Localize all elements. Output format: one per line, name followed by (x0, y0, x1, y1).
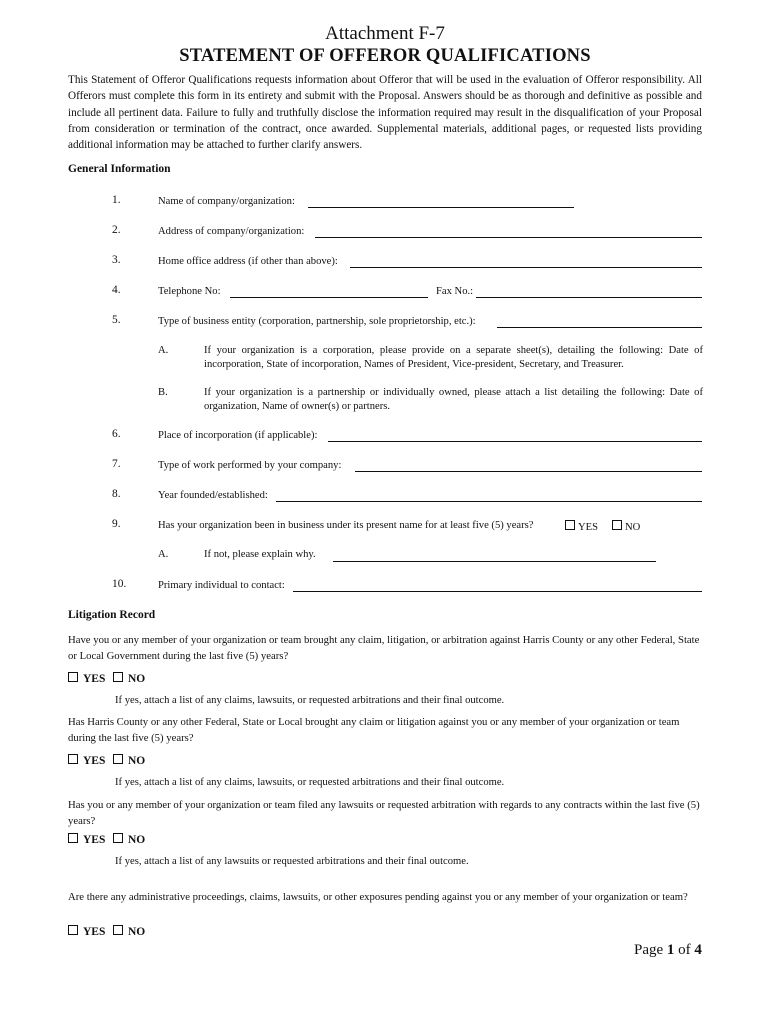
year-founded-label: Year founded/established: (158, 490, 268, 501)
item-number: 4. (112, 284, 121, 296)
item-number: 5. (112, 314, 121, 326)
five-years-question: Has your organization been in business under its present name for at least five (5) years? (158, 520, 534, 531)
checkbox-icon (113, 754, 123, 764)
business-entity-label: Type of business entity (corporation, partnership, sole proprietorship, etc.): (158, 316, 476, 327)
company-address-field[interactable] (315, 237, 702, 238)
fax-field[interactable] (476, 297, 702, 298)
place-of-incorporation-field[interactable] (328, 441, 702, 442)
five-years-no-checkbox[interactable] (612, 520, 640, 533)
intro-paragraph: This Statement of Offeror Qualifications requests information about Offeror that will be used in the evaluation of Offeror responsibility. All Offerors must complete this form in its entirety and submit with the Proposal. Answers should be as thorough and definitive as possible and include all pertinent data. Failure to fully and truthfully disclose the information required may result in the disqualification of your Proposal from consideration or termination of the contract, once awarded. Supplemental materials, additional pages, or requested lists providing additional information may be attached to further clarify answers. (68, 74, 702, 152)
q1-no-checkbox[interactable] (113, 672, 145, 685)
checkbox-icon (113, 833, 123, 843)
page-of: of (678, 942, 691, 958)
company-name-label: Name of company/organization: (158, 196, 295, 207)
company-name-field[interactable] (308, 207, 574, 208)
item-number: 1. (112, 194, 121, 206)
litigation-note: If yes, attach a list of any claims, lawsuits, or requested arbitrations and their final outcome. (115, 777, 505, 788)
no-label: NO (128, 926, 146, 938)
litigation-question: Has you or any member of your organization or team filed any lawsuits or requested arbitration with regards to any contracts within the last five (5) years? (68, 799, 700, 827)
q1-yes-checkbox[interactable] (68, 672, 105, 685)
page-number (634, 942, 702, 959)
explain-why-field[interactable] (333, 561, 656, 562)
telephone-label: Telephone No: (158, 286, 221, 297)
checkbox-icon (68, 672, 78, 682)
item-number: 7. (112, 458, 121, 470)
q2-no-checkbox[interactable] (113, 754, 145, 767)
yes-label: YES (83, 755, 106, 767)
no-label: NO (128, 755, 146, 767)
type-of-work-field[interactable] (355, 471, 702, 472)
yes-label: YES (83, 926, 106, 938)
fax-label: Fax No.: (436, 286, 474, 297)
page-prefix: Page (634, 942, 664, 958)
sub-letter: B. (158, 387, 168, 398)
no-label: NO (128, 834, 146, 846)
home-office-field[interactable] (350, 267, 702, 268)
corporation-instructions: If your organization is a corporation, please provide on a separate sheet(s), detailing the following: Date of incorporation, State of incorporation, Names of President, Vice-president, Secretary, and Treasurer. (204, 345, 703, 370)
q3-no-checkbox[interactable] (113, 833, 145, 846)
checkbox-icon (565, 520, 575, 530)
company-address-label: Address of company/organization: (158, 226, 305, 237)
type-of-work-label: Type of work performed by your company: (158, 460, 342, 471)
place-of-incorporation-label: Place of incorporation (if applicable): (158, 430, 318, 441)
home-office-label: Home office address (if other than above): (158, 256, 338, 267)
q3-yes-checkbox[interactable] (68, 833, 105, 846)
yes-label: YES (578, 522, 599, 533)
sub-letter: A. (158, 549, 169, 560)
general-information-heading: General Information (68, 163, 171, 175)
no-label: NO (625, 522, 641, 533)
item-number: 9. (112, 518, 121, 530)
five-years-yes-checkbox[interactable] (565, 520, 598, 533)
partnership-instructions: If your organization is a partnership or individually owned, please attach a list detailing the following: Date of organization, Name of owner(s) or partners. (204, 387, 703, 412)
sub-letter: A. (158, 345, 169, 356)
litigation-note: If yes, attach a list of any lawsuits or requested arbitrations and their final outcome. (115, 856, 469, 867)
yes-label: YES (83, 834, 106, 846)
item-number: 2. (112, 224, 121, 236)
year-founded-field[interactable] (276, 501, 702, 502)
attachment-label: Attachment F-7 (325, 23, 445, 44)
litigation-record-heading: Litigation Record (68, 609, 156, 621)
q4-yes-checkbox[interactable] (68, 925, 105, 938)
litigation-question: Has Harris County or any other Federal, State or Local brought any claim or litigation against you or any member of your organization or team during the last five (5) years? (68, 716, 680, 744)
business-entity-field[interactable] (497, 327, 702, 328)
checkbox-icon (612, 520, 622, 530)
item-number: 3. (112, 254, 121, 266)
litigation-question: Have you or any member of your organization or team brought any claim, litigation, or arbitration against Harris County or any other Federal, State or Local Government during the last five (5) years? (68, 634, 700, 662)
litigation-question: Are there any administrative proceedings, claims, lawsuits, or other exposures pending against you or any member of your organization or team? (68, 891, 688, 903)
explain-why-label: If not, please explain why. (204, 549, 316, 560)
q2-yes-checkbox[interactable] (68, 754, 105, 767)
checkbox-icon (68, 833, 78, 843)
q4-no-checkbox[interactable] (113, 925, 145, 938)
document-title: STATEMENT OF OFFEROR QUALIFICATIONS (179, 46, 591, 66)
checkbox-icon (68, 925, 78, 935)
checkbox-icon (68, 754, 78, 764)
yes-label: YES (83, 673, 106, 685)
item-number: 10. (112, 578, 127, 590)
telephone-field[interactable] (230, 297, 428, 298)
primary-contact-label: Primary individual to contact: (158, 580, 285, 591)
no-label: NO (128, 673, 146, 685)
item-number: 8. (112, 488, 121, 500)
page-total: 4 (694, 942, 702, 958)
page-current: 1 (666, 942, 675, 958)
checkbox-icon (113, 925, 123, 935)
item-number: 6. (112, 428, 121, 440)
primary-contact-field[interactable] (293, 591, 702, 592)
checkbox-icon (113, 672, 123, 682)
litigation-note: If yes, attach a list of any claims, lawsuits, or requested arbitrations and their final outcome. (115, 695, 505, 706)
